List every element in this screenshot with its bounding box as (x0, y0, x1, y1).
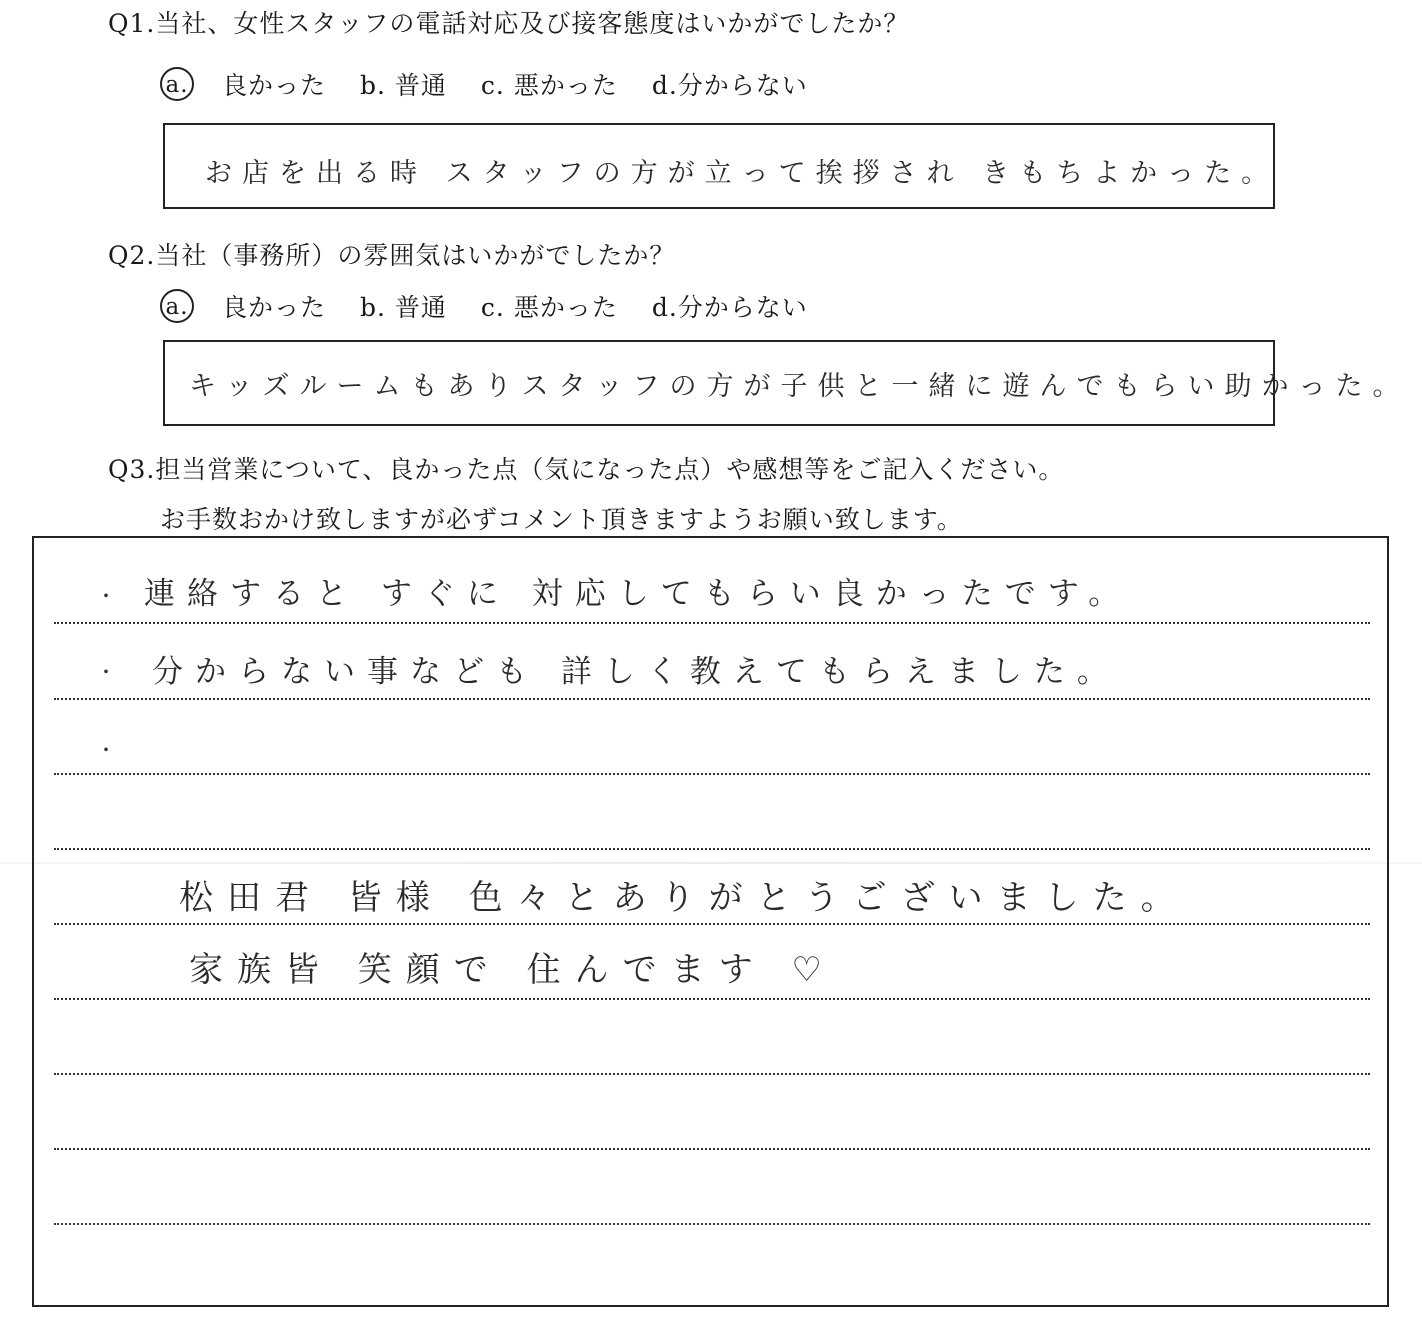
handwritten-answer-2: キッズルームもありスタッフの方が子供と一緒に遊んでもらい助かった。 (189, 371, 1410, 402)
comment-line-2: 分からない事なども 詳しく教えてもらえました。 (152, 654, 1120, 690)
option-c[interactable]: c. 悪かった (480, 293, 618, 322)
question-2-options (160, 288, 842, 324)
dotted-rule (54, 923, 1370, 925)
dotted-rule (54, 848, 1370, 850)
dotted-rule (54, 698, 1370, 700)
comment-line-1: 連絡すると すぐに 対応してもらい良かったです。 (144, 576, 1132, 612)
option-b[interactable]: b. 普通 (360, 293, 447, 322)
question-3-note: お手数おかけ致しますが必ずコメント頂きますようお願い致します。 (160, 505, 963, 534)
dotted-rule (54, 998, 1370, 1000)
dotted-rule (54, 773, 1370, 775)
option-c[interactable]: c. 悪かった (480, 71, 618, 100)
answer-box-2[interactable] (163, 340, 1410, 426)
question-1: Q1.当社、女性スタッフの電話対応及び接客態度はいかがでしたか？ (108, 9, 910, 38)
dotted-rule (54, 1073, 1370, 1075)
dotted-rule (54, 1223, 1370, 1225)
comment-box[interactable] (32, 536, 1389, 1307)
question-2: Q2.当社（事務所）の雰囲気はいかがでしたか？ (108, 241, 676, 270)
option-a-label: 良かった (222, 71, 327, 100)
option-d[interactable]: d.分からない (651, 293, 808, 322)
bullet-mark: ・ (96, 584, 116, 608)
option-d[interactable]: d.分からない (651, 71, 808, 100)
option-b[interactable]: b. 普通 (360, 71, 447, 100)
question-3: Q3.担当営業について、良かった点（気になった点）や感想等をご記入ください。 (108, 455, 1065, 484)
bullet-mark: ・ (96, 738, 116, 762)
bullet-mark: ・ (96, 660, 116, 684)
dotted-rule (54, 622, 1370, 624)
answer-box-1[interactable] (163, 123, 1279, 209)
option-a-label: 良かった (222, 293, 327, 322)
question-1-options (160, 66, 842, 102)
comment-line-4: 家族皆 笑顔で 住んでます ♡ (189, 950, 836, 990)
handwritten-answer-1: お店を出る時 スタッフの方が立って挨拶され きもちよかった。 (205, 158, 1279, 189)
option-a-circled[interactable]: a. (160, 289, 194, 323)
comment-line-3: 松田君 皆様 色々とありがとうございました。 (179, 878, 1189, 918)
option-a-circled[interactable]: a. (160, 67, 194, 101)
dotted-rule (54, 1148, 1370, 1150)
